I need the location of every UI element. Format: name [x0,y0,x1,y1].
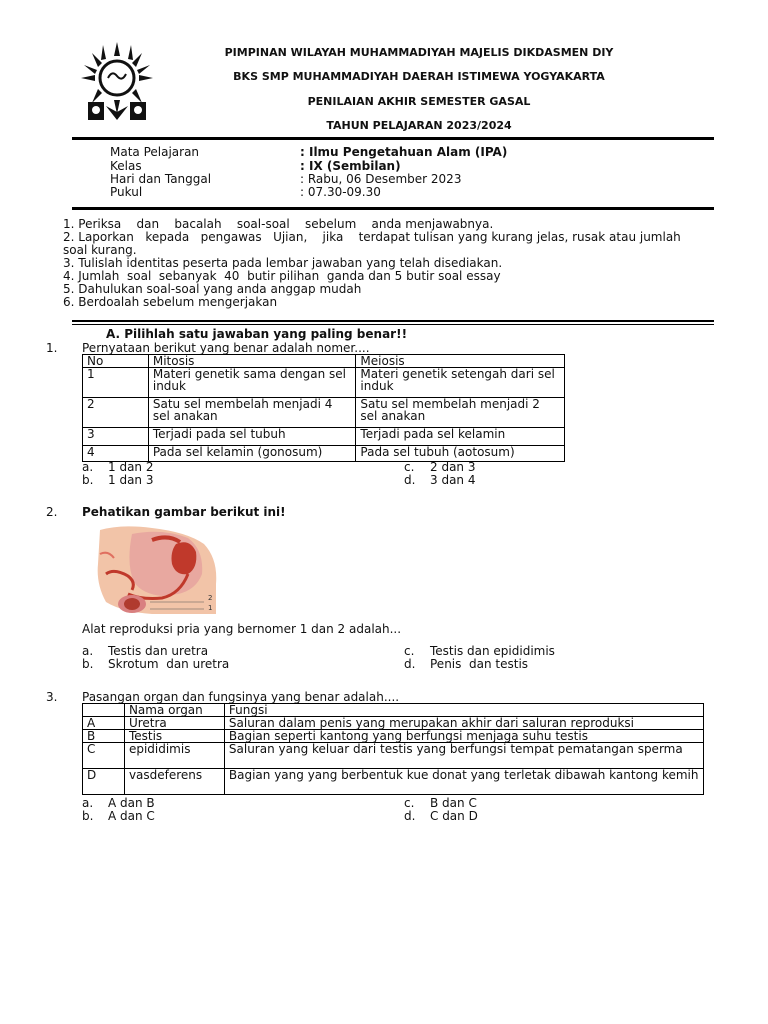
info-row-subject [110,145,630,159]
table-cell: Terjadi pada sel kelamin [356,428,565,446]
info-value: : 07.30-09.30 [300,185,381,199]
info-label: Hari dan Tanggal [110,172,212,186]
organ-function-table [82,703,704,795]
table-cell: 2 [83,398,149,428]
table-row [83,398,565,428]
option-key: c. [404,460,415,474]
table-row [83,446,565,462]
question-number: 1. [46,341,58,355]
table-cell: D [83,769,125,795]
option-b[interactable] [82,810,155,823]
info-value: : Ilmu Pengetahuan Alam (IPA) [300,145,508,159]
table-cell: Terjadi pada sel tubuh [148,428,356,446]
table-cell: Testis [124,730,224,743]
option-d[interactable] [404,474,475,487]
table-row [83,368,565,398]
info-row-class [110,159,630,173]
header-line-1: PIMPINAN WILAYAH MUHAMMADIYAH MAJELIS DIKDASMEN DIY [224,46,614,59]
table-cell: Saluran yang keluar dari testis yang berfungsi tempat pematangan sperma [224,743,703,769]
instruction-1: 1. Periksa dan bacalah soal-soal sebelum anda menjawabnya. [63,217,494,231]
table-header-row [83,355,565,368]
option-text: B dan C [430,796,477,810]
table-cell: Pada sel tubuh (aotosum) [356,446,565,462]
info-value: : IX (Sembilan) [300,159,401,173]
question-prompt: Alat reproduksi pria yang bernomer 1 dan 2 adalah... [82,622,402,636]
option-text: 3 dan 4 [430,473,476,487]
table-header-cell: Fungsi [224,704,703,717]
option-text: 1 dan 2 [108,460,154,474]
table-row [83,769,704,795]
option-key: c. [404,644,415,658]
figure-label-2: 2 [208,594,213,602]
mitosis-meiosis-table [82,354,565,462]
info-row-time [110,185,630,199]
question-number: 3. [46,690,58,704]
option-key: b. [82,473,94,487]
option-text: Testis dan uretra [108,644,209,658]
header-divider [72,137,714,140]
question-number: 2. [46,505,58,519]
info-label: Kelas [110,159,142,173]
info-row-date [110,172,630,186]
question-text: Pehatikan gambar berikut ini! [82,505,286,519]
instructions-divider-bottom [72,324,714,325]
table-cell: Pada sel kelamin (gonosum) [148,446,356,462]
option-key: b. [82,809,94,823]
table-cell: A [83,717,125,730]
header-line-2: BKS SMP MUHAMMADIYAH DAERAH ISTIMEWA YOGYAKARTA [233,70,605,83]
table-header-cell: No [83,355,149,368]
question-text: Pasangan organ dan fungsinya yang benar adalah.... [82,690,400,704]
option-key: d. [404,657,416,671]
option-key: d. [404,809,416,823]
table-cell: Uretra [124,717,224,730]
table-cell: B [83,730,125,743]
table-cell: Materi genetik setengah dari sel induk [356,368,565,398]
instruction-2: 2. Laporkan kepada pengawas Ujian, jika terdapat tulisan yang kurang jelas, rusak atau jumlah soal kurang. [63,230,685,257]
table-cell: 3 [83,428,149,446]
table-row [83,730,704,743]
table-cell: Satu sel membelah menjadi 4 sel anakan [148,398,356,428]
table-header-cell [83,704,125,717]
info-label: Mata Pelajaran [110,145,200,159]
option-text: Penis dan testis [430,657,529,671]
table-cell: Satu sel membelah menjadi 2 sel anakan [356,398,565,428]
instructions-divider-top [72,320,714,322]
table-header-cell: Nama organ [124,704,224,717]
table-cell: 4 [83,446,149,462]
option-d[interactable] [404,658,528,671]
table-header-cell: Meiosis [356,355,565,368]
figure-label-1: 1 [208,604,213,612]
instruction-3: 3. Tulislah identitas peserta pada lembar jawaban yang telah disediakan. [63,256,503,270]
table-cell: vasdeferens [124,769,224,795]
header-line-4: TAHUN PELAJARAN 2023/2024 [326,119,512,132]
question-text: Pernyataan berikut yang benar adalah nomer.... [82,341,370,355]
option-key: b. [82,657,94,671]
info-label: Pukul [110,185,143,199]
table-row [83,717,704,730]
option-text: 2 dan 3 [430,460,476,474]
option-d[interactable] [404,810,478,823]
info-divider [72,207,714,210]
option-text: C dan D [430,809,478,823]
info-value: : Rabu, 06 Desember 2023 [300,172,462,186]
option-text: 1 dan 3 [108,473,154,487]
table-cell: epididimis [124,743,224,769]
option-b[interactable] [82,474,153,487]
section-a-title: A. Pilihlah satu jawaban yang paling benar!! [106,327,408,341]
instruction-6: 6. Berdoalah sebelum mengerjakan [63,295,278,309]
table-cell: Bagian yang yang berbentuk kue donat yang terletak dibawah kantong kemih [224,769,703,795]
table-cell: 1 [83,368,149,398]
option-text: A dan C [108,809,155,823]
table-row [83,428,565,446]
option-text: Skrotum dan uretra [108,657,230,671]
option-key: a. [82,644,94,658]
option-text: A dan B [108,796,155,810]
table-cell: Saluran dalam penis yang merupakan akhir dari saluran reproduksi [224,717,703,730]
option-text: Testis dan epididimis [430,644,555,658]
header-line-3: PENILAIAN AKHIR SEMESTER GASAL [307,95,531,108]
option-key: c. [404,796,415,810]
table-cell: C [83,743,125,769]
male-reproductive-figure [92,524,222,616]
option-key: d. [404,473,416,487]
table-row [83,743,704,769]
option-key: a. [82,460,94,474]
instruction-5: 5. Dahulukan soal-soal yang anda anggap mudah [63,282,362,296]
option-b[interactable] [82,658,229,671]
option-key: a. [82,796,94,810]
table-cell: Materi genetik sama dengan sel induk [148,368,356,398]
table-header-cell: Mitosis [148,355,356,368]
table-header-row [83,704,704,717]
instruction-4: 4. Jumlah soal sebanyak 40 butir pilihan ganda dan 5 butir soal essay [63,269,501,283]
table-cell: Bagian seperti kantong yang berfungsi menjaga suhu testis [224,730,703,743]
